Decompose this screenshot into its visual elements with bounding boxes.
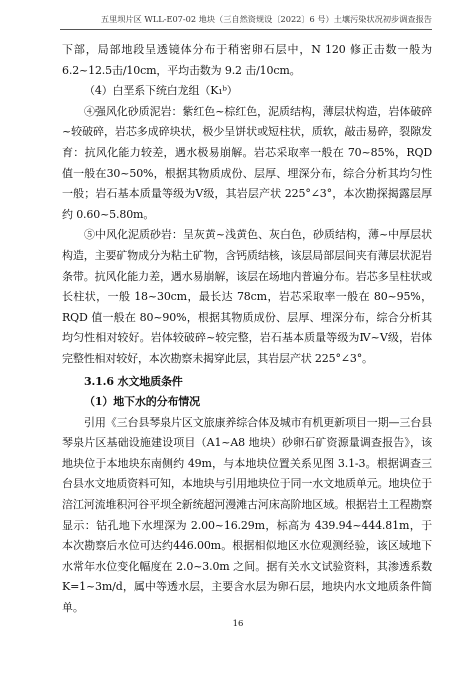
- paragraph-continuation: 下部，局部地段呈透镜体分布于稍密卵石层中，N 120 修正击数一般为 6.2~12.5击/10cm，平均击数为 9.2 击/10cm。: [62, 43, 432, 77]
- paragraph-weathered-mudstone: ④强风化砂质泥岩：紫红色~棕红色，泥质结构，薄层状构造，岩体破碎~较破碎，岩芯多成碎块状，极少呈饼状或短柱状，质软，敲击易碎，裂隙发育：抗风化能力较差，遇水极易崩解。岩芯采取率一般在 70~85%，RQD 值一般在30~50%，根据其物质成份、层厚、埋深分布，综合分析其均匀性一般；岩石基本质量等级为Ⅴ级，其岩层产状 225°∠3°，本次勘探揭露层厚约 0.60~5.80m。: [62, 104, 432, 221]
- page-number: 16: [232, 619, 244, 629]
- document-body: [62, 40, 432, 619]
- section-heading-hydrogeology: 3.1.6 水文地质条件: [84, 374, 183, 388]
- paragraph-groundwater: 引用《三台县琴泉片区文旅康养综合体及城市有机更新项目一期—三台县琴泉片区基础设施建设项目（A1~A8 地块）砂卵石矿资源量调查报告》，该地块位于本地块东南侧约 49m，与本地块位置关系见图 3.1-3。根据调查三台县水文地质资料可知，本地块与引用地块位于同一水文地质单元。地块位于涪江河流堆积河谷平坝全新统超河漫滩古河床高阶地区域。根据岩土工程勘察显示：钻孔地下水埋深为 2.00~16.29m，标高为 439.94~444.81m，于本次勘察后水位可达约446.00m。根据相似地区水位观测经验，该区域地下水常年水位变化幅度在 2.0~3.0m 之间。据有关水文试验资料，其渗透系数 K=1~3m/d，属中等透水层，主要含水层为卵石层，地块内水文地质条件简单。: [62, 415, 432, 615]
- paragraph-sandstone: ⑤中风化泥质砂岩：呈灰黄~浅黄色、灰白色，砂质结构，薄~中厚层状构造，主要矿物成分为粘土矿物，含钙质结核，该层局部层间夹有薄层状泥岩条带。抗风化能力差，遇水易崩解，该层在场地内普遍分布。岩芯多呈柱状或长柱状，一般 18~30cm，最长达 78cm，岩芯采取率一般在 80~95%，RQD 值一般在 80~90%，根据其物质成份、层厚、埋深分布，综合分析其均匀性相对较好。岩体较破碎~较完整，岩石基本质量等级为Ⅳ~Ⅴ级，岩体完整性相对较好，本次勘察未揭穿此层，其岩层产状 225°∠3°。: [62, 228, 432, 365]
- header-rule: [60, 29, 432, 30]
- running-header: 五里坝片区 WLL-E07-02 地块（三自然资规设〔2022〕6 号）土壤污染状况初步调查报告: [100, 14, 432, 24]
- subsection-heading-groundwater: （1）地下水的分布情况: [84, 395, 201, 409]
- subsection-heading-k1b: （4）白垩系下统白龙组（K₁ᵇ）: [84, 84, 238, 98]
